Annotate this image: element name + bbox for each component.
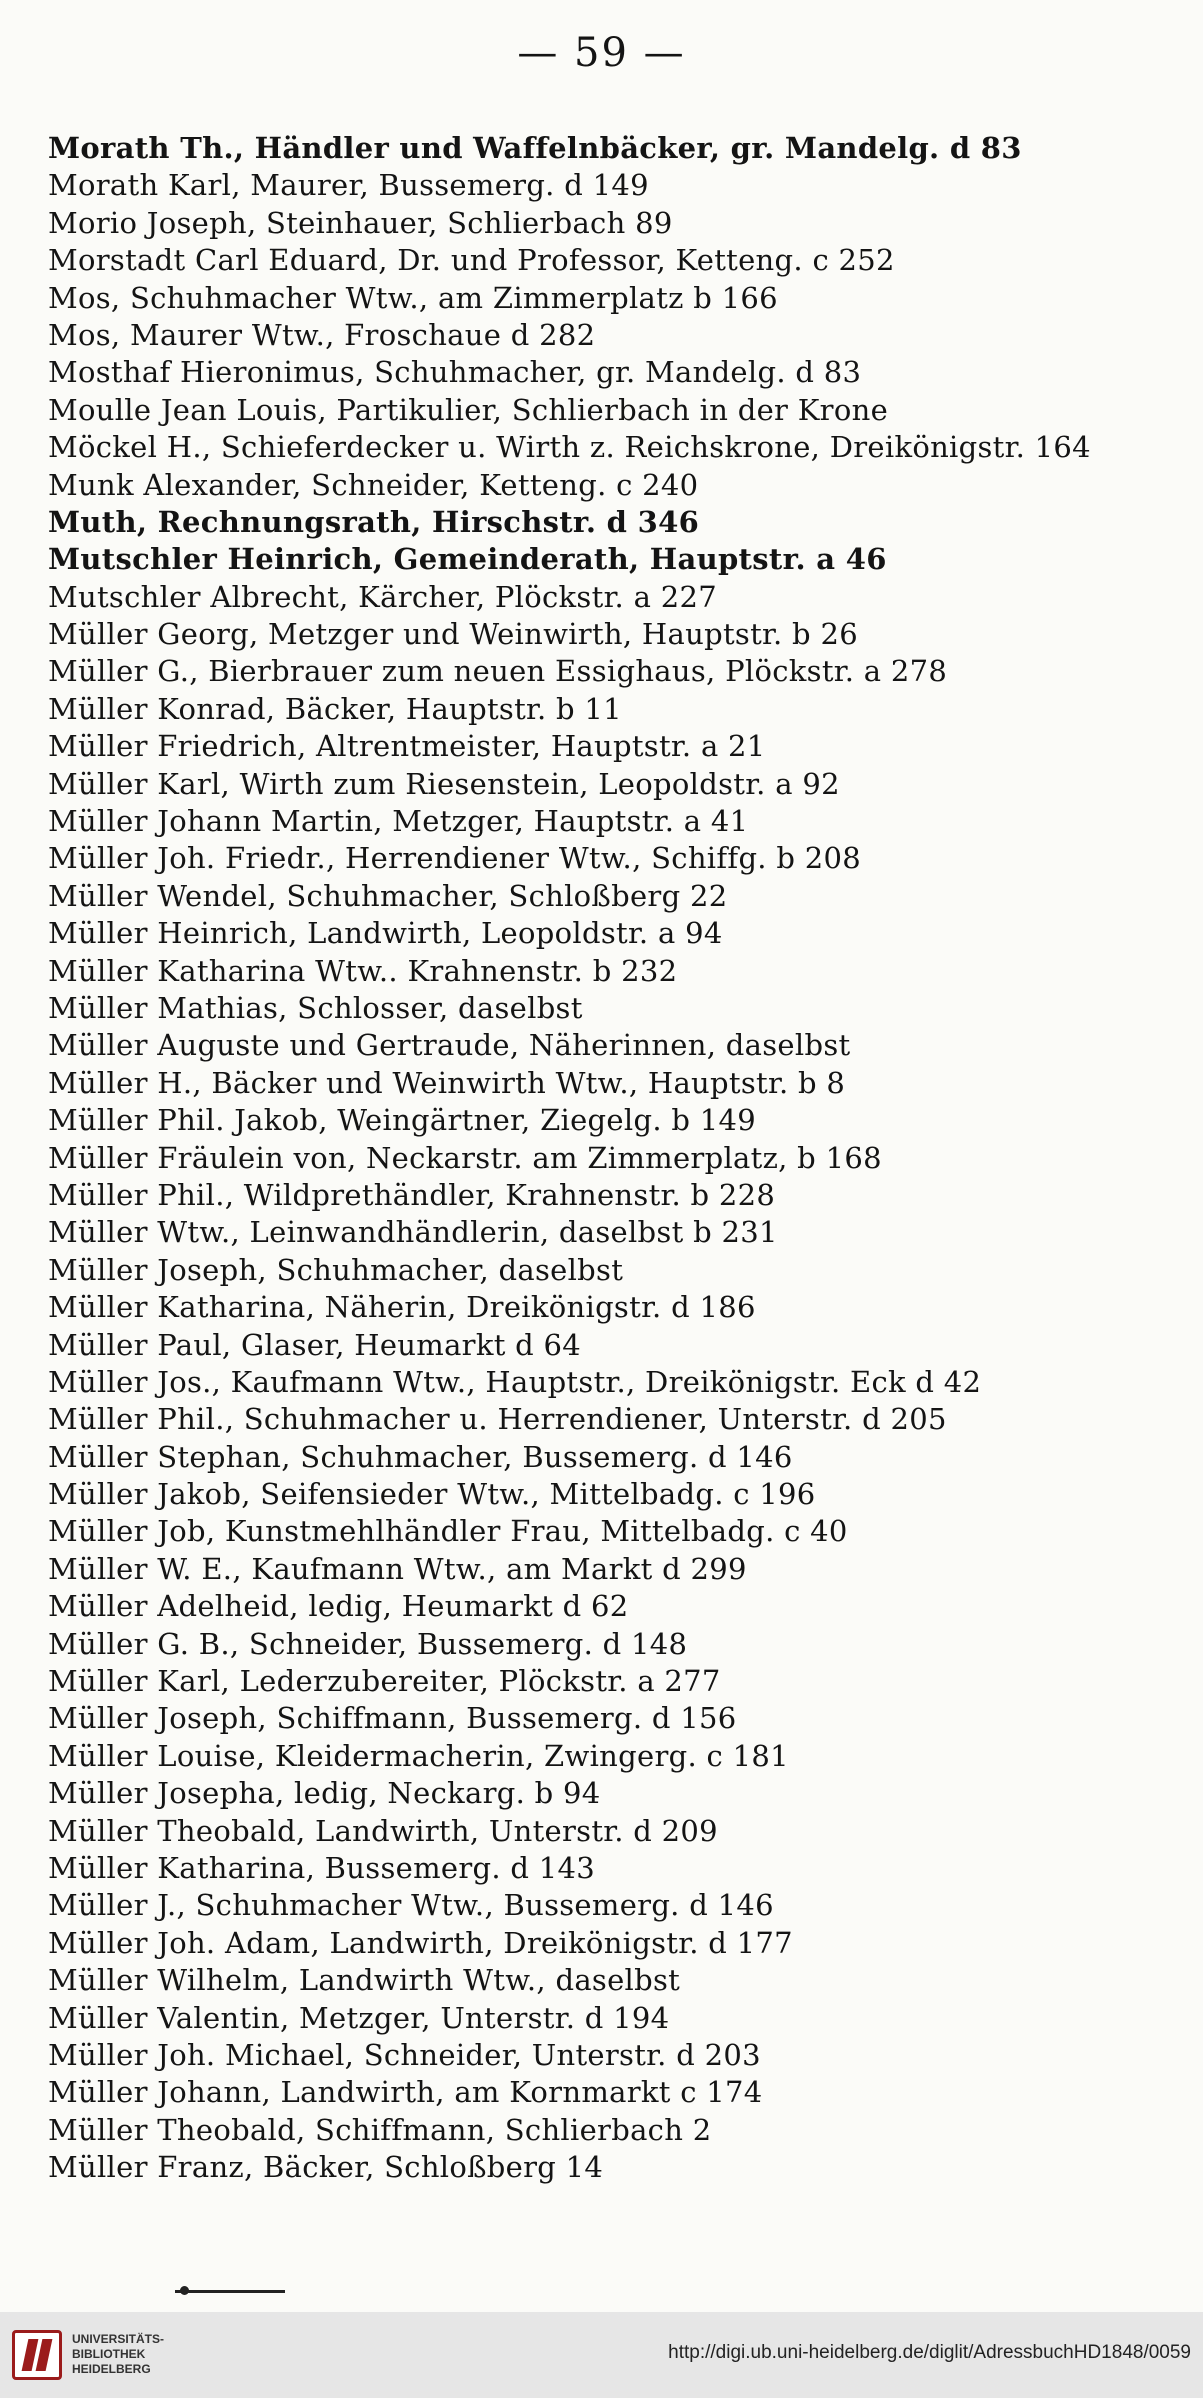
directory-entry: Müller Fräulein von, Neckarstr. am Zimmerplatz, b 168 (48, 1140, 882, 1175)
directory-entry: Morio Joseph, Steinhauer, Schlierbach 89 (48, 205, 673, 240)
directory-entry: Müller Phil., Schuhmacher u. Herrendiener, Unterstr. d 205 (48, 1402, 947, 1437)
directory-entry: Morstadt Carl Eduard, Dr. und Professor, Ketteng. c 252 (48, 243, 895, 278)
print-mark-dot (180, 2286, 189, 2295)
directory-entry: Müller Friedrich, Altrentmeister, Hauptstr. a 21 (48, 729, 766, 764)
directory-entry: Müller Louise, Kleidermacherin, Zwingerg. c 181 (48, 1738, 789, 1773)
directory-entry: Müller Konrad, Bäcker, Hauptstr. b 11 (48, 691, 622, 726)
library-name-line: BIBLIOTHEK (72, 2347, 146, 2361)
directory-entry: Moulle Jean Louis, Partikulier, Schlierbach in der Krone (48, 392, 889, 427)
university-library-logo-icon[interactable] (12, 2330, 62, 2380)
directory-entry: Müller Wendel, Schuhmacher, Schloßberg 22 (48, 878, 728, 913)
permalink-url[interactable]: http://digi.ub.uni-heidelberg.de/diglit/AdressbuchHD1848/0059 (668, 2342, 1191, 2363)
directory-entry: Müller Franz, Bäcker, Schloßberg 14 (48, 2150, 604, 2185)
directory-entry: Muth, Rechnungsrath, Hirschstr. d 346 (48, 504, 700, 539)
directory-entry: Müller Auguste und Gertraude, Näherinnen, daselbst (48, 1028, 851, 1063)
directory-entry: Morath Karl, Maurer, Bussemerg. d 149 (48, 168, 649, 203)
directory-entry: Müller Joh. Friedr., Herrendiener Wtw., Schiffg. b 208 (48, 841, 861, 876)
directory-entry: Müller Theobald, Landwirth, Unterstr. d 209 (48, 1813, 718, 1848)
directory-entry: Mutschler Heinrich, Gemeinderath, Hauptstr. a 46 (48, 542, 887, 577)
directory-entry: Mos, Schuhmacher Wtw., am Zimmerplatz b 166 (48, 280, 778, 315)
directory-entry: Möckel H., Schieferdecker u. Wirth z. Reichskrone, Dreikönigstr. 164 (48, 430, 1091, 465)
directory-entry: Müller G., Bierbrauer zum neuen Essighaus, Plöckstr. a 278 (48, 654, 948, 689)
directory-entry: Müller Phil. Jakob, Weingärtner, Ziegelg. b 149 (48, 1103, 756, 1138)
directory-entry: Müller Heinrich, Landwirth, Leopoldstr. a 94 (48, 916, 723, 951)
page-number: — 59 — (517, 30, 686, 76)
directory-entry: Müller Paul, Glaser, Heumarkt d 64 (48, 1327, 582, 1362)
directory-entry: Müller W. E., Kaufmann Wtw., am Markt d 299 (48, 1551, 747, 1586)
directory-entry: Müller H., Bäcker und Weinwirth Wtw., Hauptstr. b 8 (48, 1065, 846, 1100)
directory-entry: Munk Alexander, Schneider, Ketteng. c 240 (48, 467, 699, 502)
directory-entry: Müller Katharina, Bussemerg. d 143 (48, 1850, 596, 1885)
directory-entry: Morath Th., Händler und Waffelnbäcker, gr. Mandelg. d 83 (48, 131, 1022, 165)
directory-entry: Müller Jakob, Seifensieder Wtw., Mittelbadg. c 196 (48, 1477, 816, 1512)
library-name (72, 2332, 164, 2377)
directory-entry: Müller Phil., Wildprethändler, Krahnenstr. b 228 (48, 1177, 776, 1212)
directory-entry: Müller Joseph, Schuhmacher, daselbst (48, 1252, 624, 1287)
directory-entry: Müller Josepha, ledig, Neckarg. b 94 (48, 1776, 601, 1811)
viewer-footer (0, 2312, 1203, 2398)
directory-entry-list (48, 130, 1138, 2186)
directory-entry: Müller Georg, Metzger und Weinwirth, Hauptstr. b 26 (48, 617, 858, 652)
directory-entry: Müller Joseph, Schiffmann, Bussemerg. d 156 (48, 1701, 737, 1736)
directory-entry: Müller Karl, Lederzubereiter, Plöckstr. a 277 (48, 1664, 721, 1699)
library-name-line: UNIVERSITÄTS- (72, 2332, 165, 2346)
directory-entry: Müller Jos., Kaufmann Wtw., Hauptstr., Dreikönigstr. Eck d 42 (48, 1364, 982, 1399)
directory-entry: Müller Joh. Michael, Schneider, Unterstr. d 203 (48, 2037, 761, 2072)
directory-entry: Müller Katharina Wtw.. Krahnenstr. b 232 (48, 953, 678, 988)
directory-entry: Mosthaf Hieronimus, Schuhmacher, gr. Mandelg. d 83 (48, 355, 862, 390)
directory-entry: Mutschler Albrecht, Kärcher, Plöckstr. a 227 (48, 579, 717, 614)
directory-entry: Müller Wtw., Leinwandhändlerin, daselbst b 231 (48, 1215, 778, 1250)
directory-entry: Müller J., Schuhmacher Wtw., Bussemerg. d 146 (48, 1888, 774, 1923)
library-name-line: HEIDELBERG (72, 2362, 151, 2376)
directory-entry: Müller Stephan, Schuhmacher, Bussemerg. d 146 (48, 1439, 793, 1474)
directory-entry: Müller Mathias, Schlosser, daselbst (48, 990, 583, 1025)
print-mark (175, 2290, 285, 2293)
directory-entry: Müller Johann, Landwirth, am Kornmarkt c 174 (48, 2075, 763, 2110)
directory-entry: Müller Johann Martin, Metzger, Hauptstr. a 41 (48, 804, 749, 839)
directory-entry: Müller Karl, Wirth zum Riesenstein, Leopoldstr. a 92 (48, 766, 840, 801)
directory-entry: Müller Wilhelm, Landwirth Wtw., daselbst (48, 1963, 681, 1998)
directory-entry: Müller Katharina, Näherin, Dreikönigstr. d 186 (48, 1290, 756, 1325)
directory-entry: Mos, Maurer Wtw., Froschaue d 282 (48, 317, 596, 352)
directory-entry: Müller Job, Kunstmehlhändler Frau, Mittelbadg. c 40 (48, 1514, 848, 1549)
directory-entry: Müller Joh. Adam, Landwirth, Dreikönigstr. d 177 (48, 1925, 793, 1960)
directory-entry: Müller Valentin, Metzger, Unterstr. d 194 (48, 2000, 670, 2035)
directory-entry: Müller Theobald, Schiffmann, Schlierbach 2 (48, 2112, 712, 2147)
directory-entry: Müller G. B., Schneider, Bussemerg. d 148 (48, 1626, 688, 1661)
directory-entry: Müller Adelheid, ledig, Heumarkt d 62 (48, 1589, 629, 1624)
